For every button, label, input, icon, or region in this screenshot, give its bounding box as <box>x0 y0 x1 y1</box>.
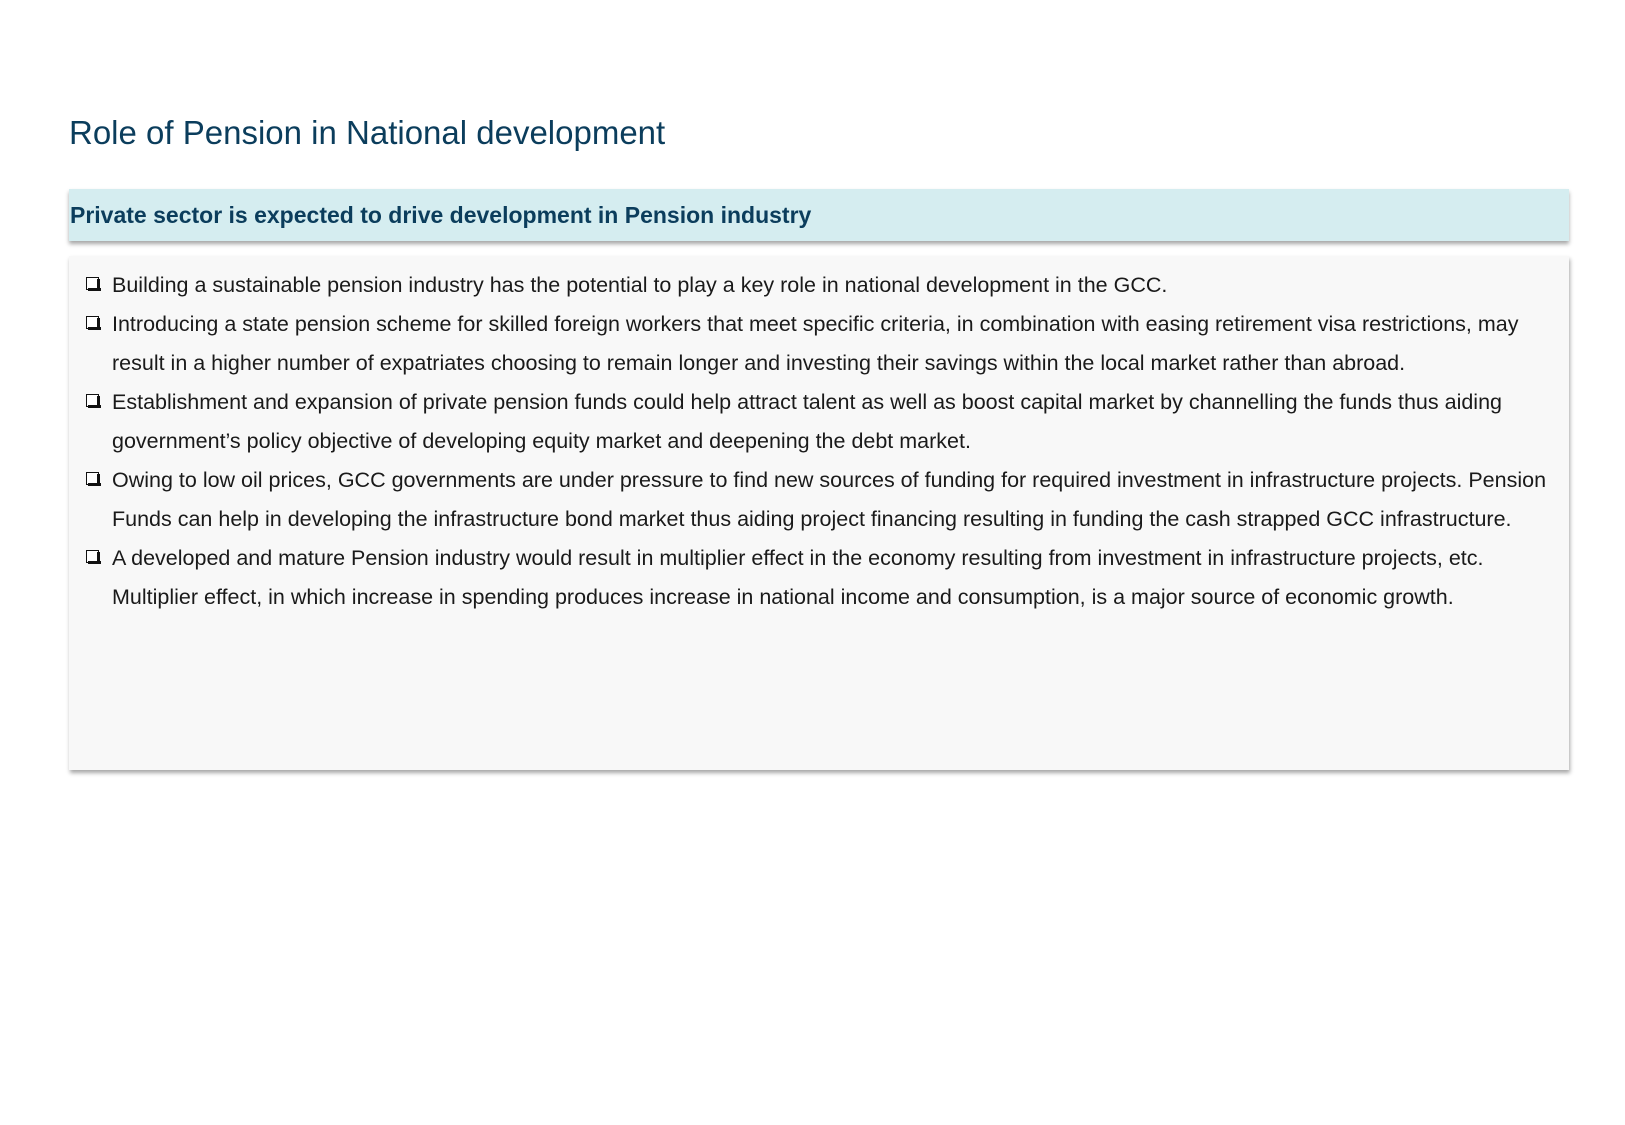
bullet-text: A developed and mature Pension industry would result in multiplier effect in the economy resulting from investment in infrastructure projects, etc. Multiplier effect, in which increase in spending produces increase in national income and consumption, is a major source of economic growth. <box>112 546 1484 609</box>
checkbox-square-icon <box>86 394 99 407</box>
bullet-text: Owing to low oil prices, GCC governments are under pressure to find new sources of funding for required investment in infrastructure projects. Pension Funds can help in developing the infrastructure bond market thus aiding project financing resulting in funding the cash strapped GCC infrastructure. <box>112 468 1547 531</box>
section-header-text: Private sector is expected to drive development in Pension industry <box>70 201 812 228</box>
page-title: Role of Pension in National development <box>69 114 666 151</box>
bullet-item <box>86 383 1549 461</box>
checkbox-square-icon <box>86 550 99 563</box>
checkbox-square-icon <box>86 316 99 329</box>
checkbox-square-icon <box>86 277 99 290</box>
content-panel <box>69 256 1569 770</box>
bullet-item <box>86 539 1549 617</box>
bullet-text: Establishment and expansion of private pension funds could help attract talent as well as boost capital market by channelling the funds thus aiding government’s policy objective of developing equity market and deepening the debt market. <box>112 390 1502 453</box>
bullet-text: Building a sustainable pension industry has the potential to play a key role in national development in the GCC. <box>112 273 1168 297</box>
bullet-item <box>86 305 1549 383</box>
bullet-list <box>86 266 1549 617</box>
bullet-item <box>86 266 1549 305</box>
checkbox-square-icon <box>86 472 99 485</box>
bullet-item <box>86 461 1549 539</box>
bullet-text: Introducing a state pension scheme for skilled foreign workers that meet specific criteria, in combination with easing retirement visa restrictions, may result in a higher number of expatriates choosing to remain longer and investing their savings within the local market rather than abroad. <box>112 312 1519 375</box>
section-header-band <box>69 189 1569 241</box>
